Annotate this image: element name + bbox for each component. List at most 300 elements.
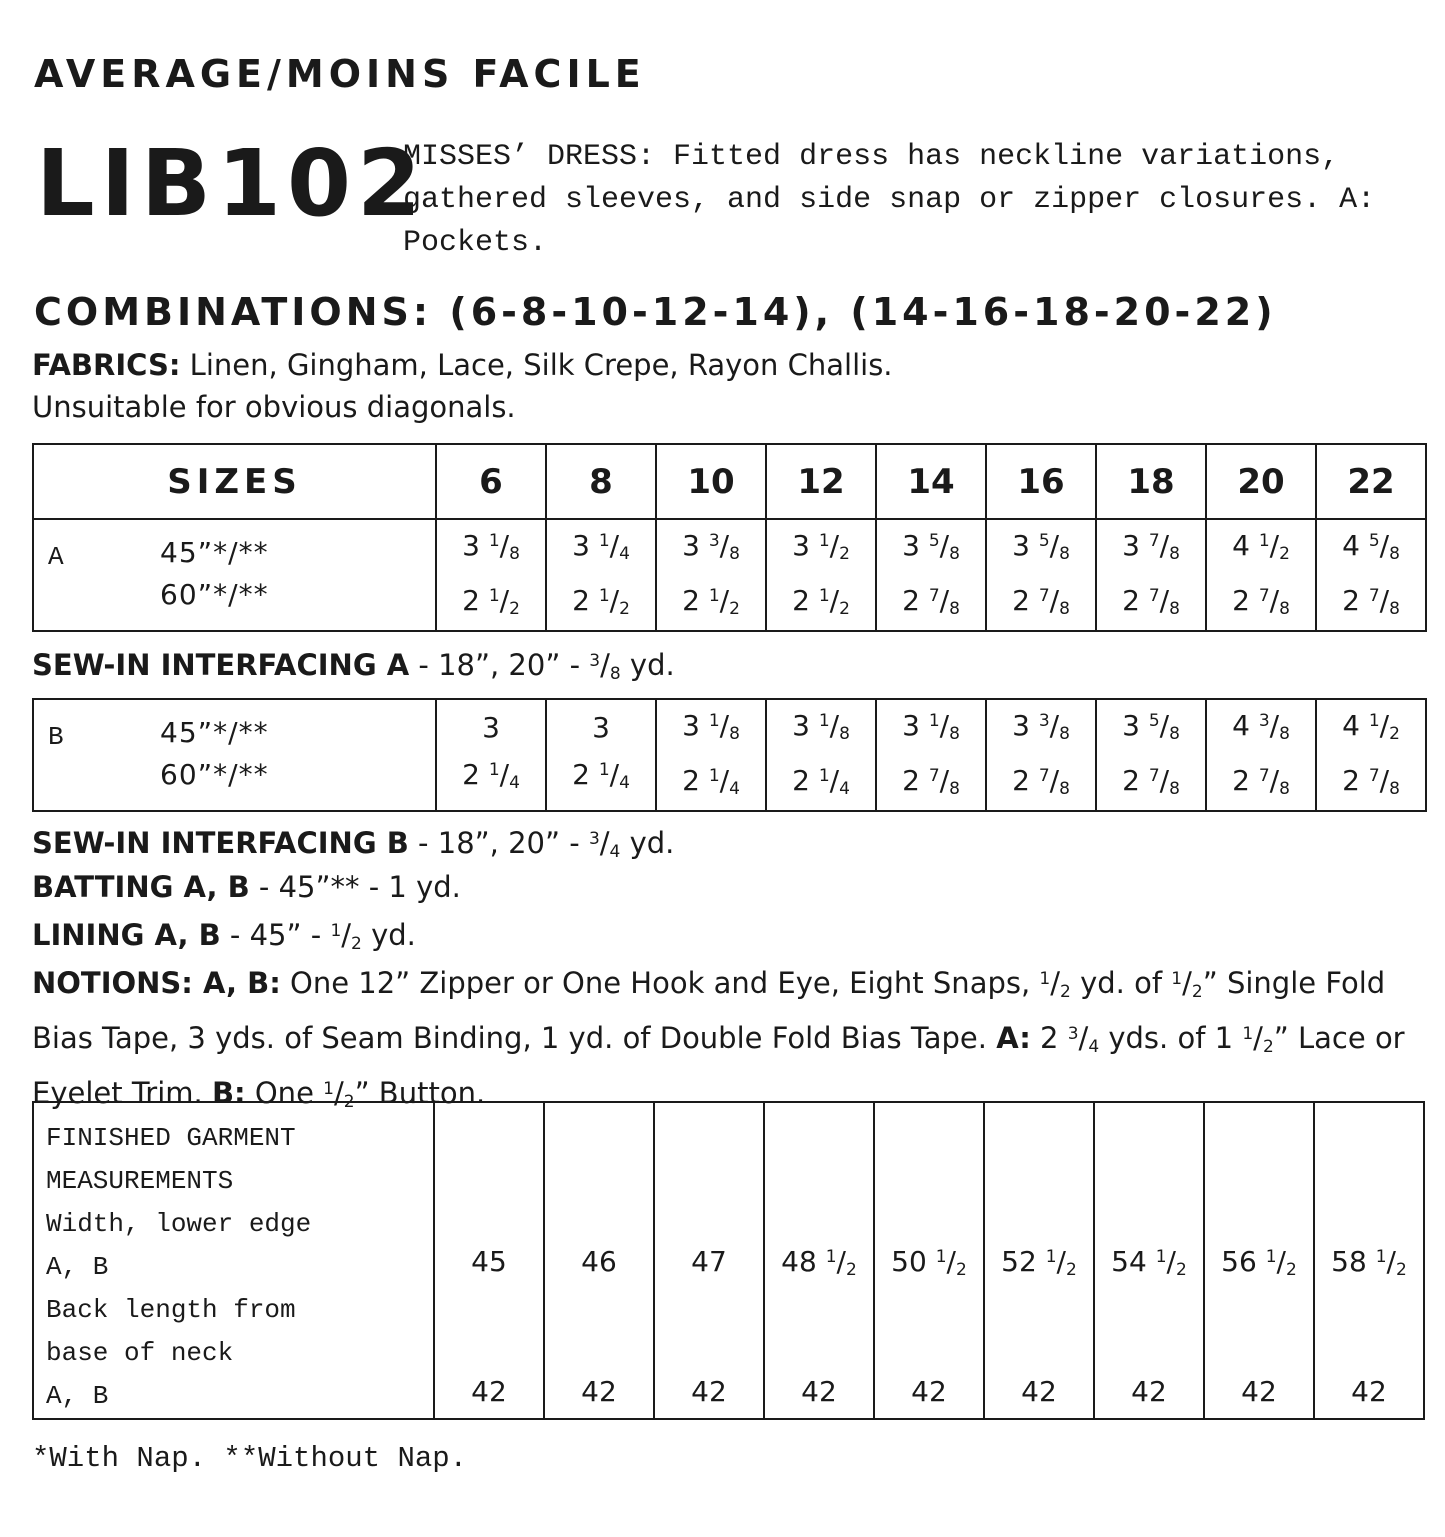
interfacing-a-label: SEW-IN INTERFACING A [32, 648, 410, 682]
yardage-value: 3 $^1/_8$ [462, 529, 520, 564]
measurement-cell [1204, 1102, 1314, 1419]
whole-number: 3 [572, 529, 590, 562]
fraction-denominator: 2 [1389, 724, 1400, 744]
interfacing-b-label: SEW-IN INTERFACING B [32, 826, 409, 860]
measurement-cell [874, 1102, 984, 1419]
yardage-value: 2 $^7/_8$ [1122, 584, 1180, 619]
yardage-value: 54 $^1/_2$ [1111, 1245, 1187, 1280]
yardage-value: 3 $^1/_2$ [792, 529, 850, 564]
whole-number: 2 [1342, 584, 1360, 617]
fraction-denominator: 8 [949, 779, 960, 799]
yardage-cell [656, 699, 766, 811]
fraction-denominator: 8 [1059, 544, 1070, 564]
length-value: 42 [1131, 1375, 1167, 1408]
fraction-denominator: 8 [1279, 779, 1290, 799]
fabric-width-60: 60”*/** [160, 758, 269, 791]
view-label: B [48, 722, 64, 752]
length-value: 42 [911, 1375, 947, 1408]
fraction-numerator: 1 [1258, 531, 1270, 551]
measurement-label-line: FINISHED GARMENT [46, 1123, 296, 1153]
fraction-denominator: 4 [609, 842, 621, 862]
yardage-table-b [32, 698, 1427, 812]
fraction-denominator: 2 [845, 1260, 857, 1280]
fraction-numerator: 7 [1148, 766, 1160, 786]
measurement-cell [1094, 1102, 1204, 1419]
fraction-denominator: 8 [1279, 599, 1290, 619]
yardage-table-a [32, 443, 1427, 632]
fabrics-label: FABRICS: [32, 348, 181, 382]
yardage-value: 48 $^1/_2$ [781, 1245, 857, 1280]
whole-number: 54 [1111, 1245, 1147, 1278]
notions-text: ” Single Fold Bias Tape, 3 yds. of Seam Binding, 1 yd. of Double Fold Bias Tape. [32, 966, 1386, 1055]
fraction-denominator: 4 [619, 544, 630, 564]
fraction-denominator: 8 [1169, 724, 1180, 744]
notions-text: ” Lace or Eyelet Trim. [32, 1021, 1405, 1110]
fraction-denominator: 4 [619, 772, 630, 793]
fraction-denominator: 2 [839, 599, 850, 619]
fraction-numerator: 1 [708, 766, 720, 786]
whole-number: 2 [1342, 764, 1360, 797]
fraction-numerator: 1 [1242, 1024, 1254, 1044]
fraction-numerator: 7 [928, 586, 940, 606]
whole-number: 3 [682, 529, 700, 562]
interfacing-a-line: SEW-IN INTERFACING A - 18”, 20” - $^3/_8$ yd. [32, 648, 675, 684]
yardage-value: 3 $^5/_8$ [902, 529, 960, 564]
yardage-value: 2 $^1/_4$ [462, 757, 520, 793]
fraction-denominator: 8 [1169, 779, 1180, 799]
yardage-cell [436, 519, 546, 631]
yardage-value: 2 $^7/_8$ [902, 584, 960, 619]
yardage-cell [436, 699, 546, 811]
yardage-value [691, 1245, 727, 1278]
fraction-denominator: 8 [949, 544, 960, 564]
whole-number: 2 [572, 757, 590, 791]
fraction-denominator: 2 [343, 1092, 355, 1112]
fraction-denominator: 8 [1169, 599, 1180, 619]
whole-number: 2 [792, 764, 810, 797]
width-value [765, 1245, 873, 1280]
yardage-value: 3 $^1/_8$ [792, 709, 850, 744]
measurement-cell [1314, 1102, 1424, 1419]
fraction-numerator: 1 [825, 1247, 837, 1267]
fraction-numerator: 1 [488, 586, 500, 606]
whole-number: 47 [691, 1245, 727, 1278]
sizes-header: SIZES [33, 444, 436, 519]
whole-number: 50 [891, 1245, 927, 1278]
width-value [435, 1245, 543, 1278]
whole-number: 2 [792, 584, 810, 617]
interfacing-b-line: SEW-IN INTERFACING B - 18”, 20” - $^3/_4$ yd. [32, 826, 675, 862]
measurement-cell [544, 1102, 654, 1419]
yardage-value: 4 $^1/_2$ [1342, 709, 1400, 744]
yardage-value: 3 $^3/_8$ [1012, 709, 1070, 744]
fraction-numerator: 3 [1067, 1024, 1079, 1044]
measurement-label-line: MEASUREMENTS [46, 1166, 234, 1196]
whole-number: 4 [1232, 709, 1250, 742]
fraction-denominator: 8 [1389, 779, 1400, 799]
whole-number: 4 [1342, 709, 1360, 742]
whole-number: 2 [682, 584, 700, 617]
fraction-numerator: 1 [488, 759, 500, 780]
yardage-cell [546, 699, 656, 811]
fraction-denominator: 4 [729, 779, 740, 799]
fraction-numerator: 1 [1045, 1247, 1057, 1267]
yardage-value: 2 $^1/_4$ [792, 764, 850, 799]
fraction-numerator: 1 [1155, 1247, 1167, 1267]
yardage-value: 2 $^7/_8$ [1012, 764, 1070, 799]
fraction-numerator: 3 [1038, 711, 1050, 731]
measurement-label-line: Back length from [46, 1295, 296, 1325]
length-value: 42 [801, 1375, 837, 1408]
yardage-value: 58 $^1/_2$ [1331, 1245, 1407, 1280]
fraction-numerator: 7 [1038, 766, 1050, 786]
lining-text: - 45” - [220, 918, 331, 952]
yardage-value [471, 1245, 507, 1278]
fraction-numerator: 1 [708, 711, 720, 731]
whole-number: 4 [1342, 529, 1360, 562]
fraction-numerator: 1 [818, 766, 830, 786]
whole-number: 2 [902, 584, 920, 617]
fraction-denominator: 2 [1175, 1260, 1187, 1280]
whole-number: 2 [902, 764, 920, 797]
whole-number: 45 [471, 1245, 507, 1278]
notions-text: ” Button. [354, 1076, 486, 1110]
fraction-denominator: 8 [1389, 544, 1400, 564]
size-header: 18 [1096, 444, 1206, 519]
size-header: 14 [876, 444, 986, 519]
fraction-numerator: 1 [323, 1079, 334, 1099]
fraction-numerator: 7 [1038, 586, 1050, 606]
notions-view-b-label: B: [211, 1076, 246, 1110]
whole-number: 2 [1012, 584, 1030, 617]
yardage-value: 2 $^1/_2$ [682, 584, 740, 619]
yardage-value: 2 $^7/_8$ [1342, 584, 1400, 619]
measurement-label-line: A, B [46, 1252, 109, 1282]
length-value: 42 [1351, 1375, 1387, 1408]
interfacing-b-text: - 18”, 20” - [408, 826, 589, 860]
yardage-value: 2 $^7/_8$ [1122, 764, 1180, 799]
yardage-cell [876, 519, 986, 631]
width-value [655, 1245, 763, 1278]
fraction-numerator: 7 [1148, 586, 1160, 606]
view-a-fabric-cell [33, 519, 436, 631]
fraction-denominator: 8 [729, 724, 740, 744]
measurement-cell [434, 1102, 544, 1419]
fraction-denominator: 2 [1065, 1260, 1077, 1280]
nap-footnote: *With Nap. **Without Nap. [32, 1442, 468, 1475]
size-header: 6 [436, 444, 546, 519]
finished-measurements-table [32, 1101, 1425, 1420]
fraction-denominator: 8 [1389, 599, 1400, 619]
fraction-numerator: 5 [1038, 531, 1050, 551]
notions-text: One [245, 1076, 324, 1110]
fraction-denominator: 8 [509, 544, 520, 564]
whole-number: 3 [902, 709, 920, 742]
yardage-value [482, 711, 500, 744]
size-header: 8 [546, 444, 656, 519]
yardage-value: 2 $^7/_8$ [1232, 764, 1290, 799]
yardage-cell [766, 699, 876, 811]
size-header: 12 [766, 444, 876, 519]
yardage-value: 3 $^7/_8$ [1122, 529, 1180, 564]
yardage-value: 2 $^1/_4$ [682, 764, 740, 799]
fraction-numerator: 1 [1039, 969, 1051, 989]
batting-label: BATTING A, B [32, 870, 250, 904]
yardage-value: 3 $^1/_8$ [682, 709, 740, 744]
yardage-value: 2 $^1/_2$ [462, 584, 520, 619]
fraction-numerator: 5 [928, 531, 940, 551]
sizes-header-row [33, 444, 1426, 519]
fraction-numerator: 5 [1148, 711, 1160, 731]
yardage-cell [1316, 519, 1426, 631]
fraction-denominator: 4 [509, 772, 520, 793]
whole-number: 2 [1232, 584, 1250, 617]
interfacing-a-text: - 18”, 20” - [409, 648, 590, 682]
view-b-fabric-cell [33, 699, 436, 811]
fabrics-line [32, 344, 893, 386]
fraction-denominator: 8 [1059, 599, 1070, 619]
fraction-denominator: 8 [729, 544, 740, 564]
fraction-numerator: 1 [598, 531, 610, 551]
fraction-numerator: 1 [330, 921, 342, 941]
batting-line [32, 866, 461, 908]
width-value [545, 1245, 653, 1278]
length-value: 42 [581, 1375, 617, 1408]
yardage-value: 50 $^1/_2$ [891, 1245, 967, 1280]
size-header: 20 [1206, 444, 1316, 519]
table-row [33, 519, 1426, 631]
fraction-numerator: 1 [818, 586, 830, 606]
fraction-numerator: 3 [588, 829, 600, 849]
whole-number: 3 [1122, 709, 1140, 742]
fraction-denominator: 2 [1262, 1037, 1274, 1057]
width-value [1315, 1245, 1423, 1280]
yardage-value [581, 1245, 617, 1278]
yardage-value: 52 $^1/_2$ [1001, 1245, 1077, 1280]
whole-number: 2 [1232, 764, 1250, 797]
width-value [875, 1245, 983, 1280]
yardage-value: 2 $^7/_8$ [902, 764, 960, 799]
whole-number: 2 [1122, 764, 1140, 797]
whole-number: 3 [462, 529, 480, 562]
yardage-value: 2 $^7/_8$ [1012, 584, 1070, 619]
yardage-value: 2 $^1/_4$ [572, 757, 630, 793]
fraction-denominator: 2 [839, 544, 850, 564]
notions-text: yd. of [1070, 966, 1172, 1000]
fraction-numerator: 7 [1368, 586, 1380, 606]
whole-number: 2 [572, 584, 590, 617]
finished-measurements-label [33, 1102, 434, 1419]
fraction-numerator: 1 [818, 531, 830, 551]
fraction-denominator: 8 [1279, 724, 1290, 744]
yardage-value: 2 $^1/_2$ [572, 584, 630, 619]
yardage-cell [656, 519, 766, 631]
fraction-numerator: 1 [1171, 969, 1183, 989]
measurement-cell [654, 1102, 764, 1419]
whole-number: 3 [1012, 709, 1030, 742]
yardage-cell [986, 699, 1096, 811]
size-header: 10 [656, 444, 766, 519]
fraction-denominator: 8 [1059, 724, 1070, 744]
fraction-denominator: 2 [351, 934, 362, 954]
yardage-value: 2 $^7/_8$ [1342, 764, 1400, 799]
notions-paragraph: NOTIONS: A, B: One 12” Zipper or One Hook and Eye, Eight Snaps, $^1/_2$ yd. of $^1/_2$” Single Fold Bias Tape, 3 yds. of Seam Binding, 1 yd. of Double Fold Bias Tape. A: 2 $^3/_4$ yds. of 1 $^1/_2$” Lace or Eyelet Trim. B: One $^1/_2$” Button. [32, 966, 1405, 1112]
yardage-cell [986, 519, 1096, 631]
whole-number: 48 [781, 1245, 817, 1278]
fraction-denominator: 2 [1395, 1260, 1407, 1280]
whole-number: 3 [1122, 529, 1140, 562]
pattern-number: LIB102 [36, 130, 428, 237]
width-value [1095, 1245, 1203, 1280]
measurement-label-line: Width, lower edge [46, 1209, 312, 1239]
fraction-numerator: 1 [598, 759, 610, 780]
fraction-numerator: 1 [1265, 1247, 1277, 1267]
fraction-numerator: 7 [1368, 766, 1380, 786]
fraction-denominator: 2 [1279, 544, 1290, 564]
fraction-numerator: 3 [708, 531, 720, 551]
whole-number: 4 [1232, 529, 1250, 562]
size-combinations: COMBINATIONS: (6-8-10-12-14), (14-16-18-20-22) [34, 290, 1277, 334]
yardage-cell [546, 519, 656, 631]
fabrics-text: Linen, Gingham, Lace, Silk Crepe, Rayon Challis. [180, 348, 893, 382]
fraction-numerator: 1 [928, 711, 940, 731]
fraction-denominator: 8 [839, 724, 850, 744]
size-header: 22 [1316, 444, 1426, 519]
fraction-numerator: 1 [488, 531, 500, 551]
fraction-denominator: 8 [1059, 779, 1070, 799]
fraction-numerator: 3 [589, 651, 601, 671]
whole-number: 2 [1122, 584, 1140, 617]
length-value: 42 [1241, 1375, 1277, 1408]
yardage-cell [1316, 699, 1426, 811]
interfacing-b-unit: yd. [620, 826, 675, 860]
table-row [33, 1102, 1424, 1419]
fraction-denominator: 2 [955, 1260, 967, 1280]
fraction-numerator: 1 [1375, 1247, 1387, 1267]
fraction-denominator: 4 [839, 779, 850, 799]
whole-number: 52 [1001, 1245, 1037, 1278]
pattern-description: MISSES’ DRESS: Fitted dress has neckline variations, gathered sleeves, and side snap or zipper closures. A: Pockets. [403, 140, 1376, 260]
fraction-numerator: 1 [708, 586, 720, 606]
fraction-numerator: 3 [1258, 711, 1270, 731]
yardage-value: 56 $^1/_2$ [1221, 1245, 1297, 1280]
fraction-denominator: 2 [1191, 982, 1203, 1002]
yardage-value: 3 $^1/_8$ [902, 709, 960, 744]
lining-unit: yd. [361, 918, 416, 952]
fraction-numerator: 7 [1258, 766, 1270, 786]
yardage-cell [1096, 699, 1206, 811]
batting-text: - 45”** - 1 yd. [249, 870, 461, 904]
fabric-width-45: 45”*/** [160, 716, 269, 749]
whole-number: 2 [462, 757, 480, 791]
fraction-numerator: 7 [1258, 586, 1270, 606]
size-header: 16 [986, 444, 1096, 519]
measurement-cell [984, 1102, 1094, 1419]
yardage-value: 3 $^1/_4$ [572, 529, 630, 564]
fraction-numerator: 1 [598, 586, 610, 606]
notions-text: One 12” Zipper or One Hook and Eye, Eight Snaps, [280, 966, 1040, 1000]
fraction-denominator: 2 [619, 599, 630, 619]
whole-number: 46 [581, 1245, 617, 1278]
yardage-value: 4 $^5/_8$ [1342, 529, 1400, 564]
notions-text: yds. of 1 [1099, 1021, 1243, 1055]
whole-number: 3 [902, 529, 920, 562]
yardage-value: 2 $^1/_2$ [792, 584, 850, 619]
length-value: 42 [1021, 1375, 1057, 1408]
lining-label: LINING A, B [32, 918, 221, 952]
width-value [1205, 1245, 1313, 1280]
yardage-cell [1206, 699, 1316, 811]
whole-number: 2 [1012, 764, 1030, 797]
fraction-numerator: 7 [1148, 531, 1160, 551]
measurement-label-line: base of neck [46, 1338, 234, 1368]
notions-label: NOTIONS: A, B: [32, 966, 281, 1000]
measurement-label-line: A, B [46, 1381, 109, 1411]
yardage-value: 3 $^5/_8$ [1012, 529, 1070, 564]
yardage-value: 3 $^3/_8$ [682, 529, 740, 564]
yardage-value: 2 $^7/_8$ [1232, 584, 1290, 619]
whole-number: 2 [462, 584, 480, 617]
whole-number: 3 [792, 709, 810, 742]
fabrics-note: Unsuitable for obvious diagonals. [32, 390, 516, 424]
interfacing-a-unit: yd. [620, 648, 675, 682]
fraction-numerator: 7 [928, 766, 940, 786]
view-label: A [48, 542, 64, 572]
yardage-cell [876, 699, 986, 811]
fraction-denominator: 8 [609, 664, 621, 684]
whole-number: 3 [592, 710, 610, 744]
fraction-numerator: 1 [1368, 711, 1380, 731]
width-value [985, 1245, 1093, 1280]
whole-number: 3 [482, 710, 500, 744]
fraction-numerator: 1 [818, 711, 830, 731]
fraction-denominator: 2 [729, 599, 740, 619]
fraction-denominator: 2 [1060, 982, 1071, 1002]
fraction-denominator: 8 [949, 599, 960, 619]
fraction-denominator: 8 [1169, 544, 1180, 564]
fraction-denominator: 2 [1285, 1260, 1297, 1280]
whole-number: 56 [1221, 1245, 1257, 1278]
notions-text: 2 [1030, 1021, 1068, 1055]
whole-number: 3 [1012, 529, 1030, 562]
yardage-cell [766, 519, 876, 631]
fraction-denominator: 2 [509, 599, 520, 619]
fabric-width-60: 60”*/** [160, 578, 269, 611]
whole-number: 58 [1331, 1245, 1367, 1278]
table-row [33, 699, 1426, 811]
fraction-numerator: 1 [935, 1247, 947, 1267]
yardage-value: 4 $^1/_2$ [1232, 529, 1290, 564]
lining-line: LINING A, B - 45” - $^1/_2$ yd. [32, 918, 416, 954]
fraction-denominator: 8 [949, 724, 960, 744]
yardage-value: 4 $^3/_8$ [1232, 709, 1290, 744]
whole-number: 3 [792, 529, 810, 562]
yardage-cell [1096, 519, 1206, 631]
length-value: 42 [691, 1375, 727, 1408]
yardage-value: 3 $^5/_8$ [1122, 709, 1180, 744]
yardage-cell [1206, 519, 1316, 631]
fraction-numerator: 5 [1368, 531, 1380, 551]
notions-view-a-label: A: [996, 1021, 1031, 1055]
whole-number: 2 [682, 764, 700, 797]
whole-number: 3 [682, 709, 700, 742]
fraction-denominator: 4 [1088, 1037, 1100, 1057]
yardage-value [592, 711, 610, 744]
measurement-cell [764, 1102, 874, 1419]
fabric-width-45: 45”*/** [160, 536, 269, 569]
difficulty-level: AVERAGE/MOINS FACILE [34, 52, 646, 96]
length-value: 42 [471, 1375, 507, 1408]
